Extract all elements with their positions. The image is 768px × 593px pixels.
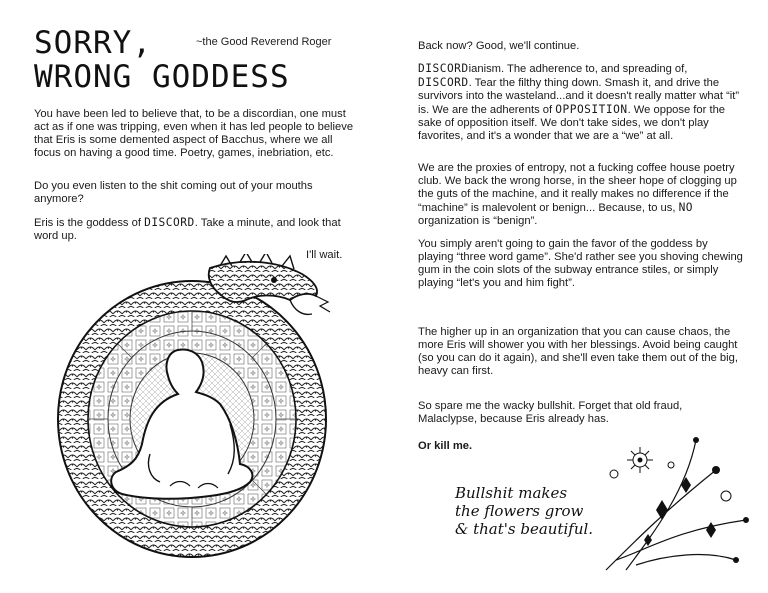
entropy-paragraph xyxy=(418,162,744,228)
discord-word: DISCORD xyxy=(144,216,195,229)
intro-paragraph: You have been led to believe that, to be a discordian, one must act as if one was tripping, even when it has led people to believe that Eris is some demented aspect of Bacchus, where we all focus on having a good time. Poetry, games, inebriation, etc. xyxy=(34,108,354,159)
or-kill-me: Or kill me. xyxy=(418,440,473,452)
discordianism-text-a: ianism. The adherence to, and spreading of, xyxy=(468,63,688,75)
flower-doodle xyxy=(596,430,756,580)
question-paragraph: Do you even listen to the shit coming out of your mouths anymore? xyxy=(34,180,313,205)
discordianism-text-b: . Tear the filthy thing down. Smash it, and drive the survivors into the wasteland...and it doesn't really matter what “it” is. We are the adherents of xyxy=(418,77,740,116)
signature-line-2: the flowers grow xyxy=(455,502,584,520)
entropy-text-a: We are the proxies of entropy, not a fucking coffee house poetry club. We back the wrong horse, in the sheer hope of clogging up the guts of the machine, and it really makes no difference if the “machine” is malevolent or benign... Because, to us, xyxy=(418,162,737,214)
spare-me-paragraph: So spare me the wacky bullshit. Forget that old fraud, Malaclypse, because Eris already has. xyxy=(418,400,683,425)
no-word: NO xyxy=(678,201,694,214)
signature-line-1: Bullshit makes xyxy=(455,484,568,502)
chaos-paragraph: The higher up in an organization that you can cause chaos, the more Eris will shower you with her blessings. Avoid being caught (so you can do it again), and she'll even take them out of the big, heavy can first. xyxy=(418,326,738,377)
goddess-favor-paragraph: You simply aren't going to gain the favor of the goddess by playing “three word game”. She'd rather see you shoving chewing gum in the coin slots of the subway entrance stiles, or simply playing “let's you and him fight”. xyxy=(418,238,743,289)
eris-text-a: Eris is the goddess of xyxy=(34,217,145,229)
byline: ~the Good Reverend Roger xyxy=(196,36,332,48)
ouroboros-illustration xyxy=(50,254,340,574)
discord-word-1: DISCORD xyxy=(418,62,469,75)
entropy-text-b: organization is “benign”. xyxy=(418,215,538,227)
title-line-2: WRONG GODDESS xyxy=(34,59,290,95)
opposition-word: OPPOSITION xyxy=(555,103,628,116)
back-now-paragraph: Back now? Good, we'll continue. xyxy=(418,40,580,52)
signature-line-3: & that's beautiful. xyxy=(455,520,594,538)
handwritten-signature xyxy=(455,484,593,538)
eris-text-b: . Take a minute, and look that word up. xyxy=(34,217,341,242)
discordianism-text-c: . We oppose for the sake of opposition itself. We don't take sides, we don't play favorites, and it's a wonder that we are a “we” at all. xyxy=(418,104,726,142)
wait-text: I'll wait. xyxy=(306,249,343,261)
discordianism-paragraph xyxy=(418,62,744,143)
discord-word-2: DISCORD xyxy=(418,76,469,89)
title-line-1: SORRY, xyxy=(34,25,152,61)
eris-paragraph xyxy=(34,216,356,243)
